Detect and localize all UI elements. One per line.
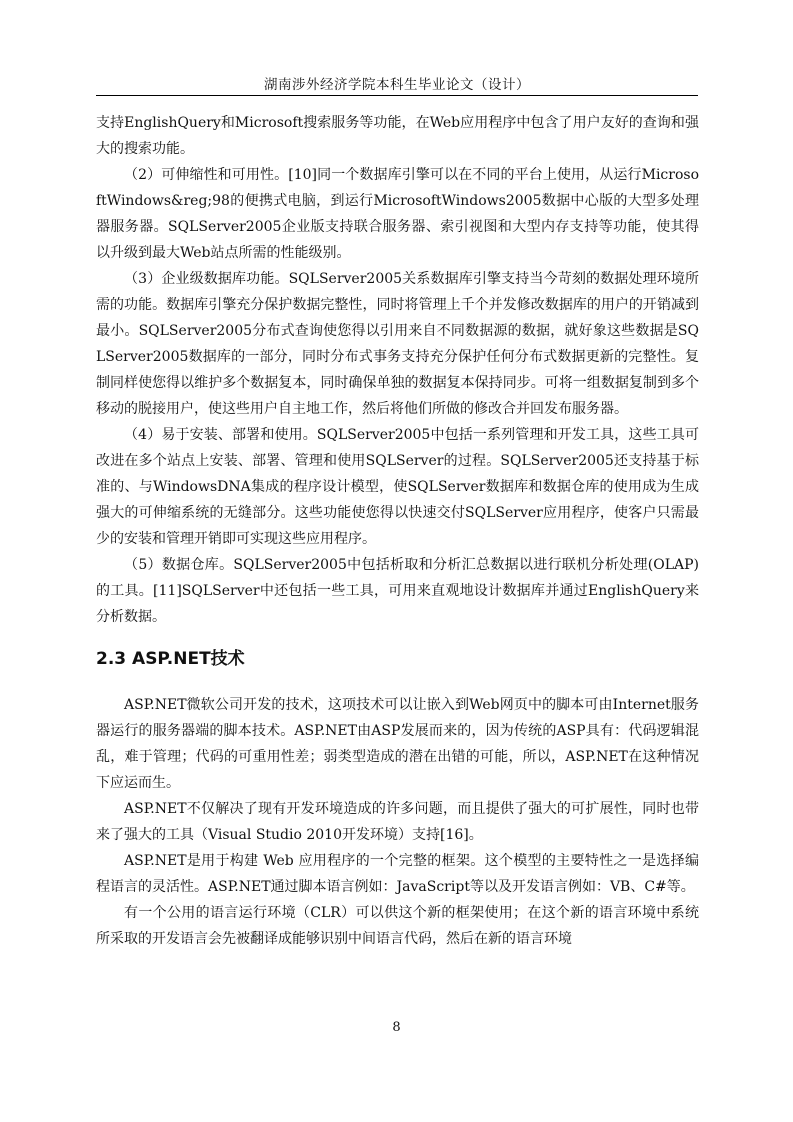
paragraph: （2）可伸缩性和可用性。[10]同一个数据库引擎可以在不同的平台上使用，从运行MicrosoftWindows&reg;98的便携式电脑，到运行MicrosoftWindows2005数据中心版的大型多处理器服务器。SQLServer2005企业版支持联合服务器、索引视图和大型内存支持等功能，使其得以升级到最大Web站点所需的性能级别。: [96, 167, 699, 261]
paragraph: （4）易于安装、部署和使用。SQLServer2005中包括一系列管理和开发工具，这些工具可改进在多个站点上安装、部署、管理和使用SQLServer的过程。SQLServer2005还支持基于标准的、与WindowsDNA集成的程序设计模型，使SQLServer数据库和数据仓库的使用成为生成强大的可伸缩系统的无缝部分。这些功能使您得以快速交付SQLServer应用程序，使客户只需最少的安装和管理开销即可实现这些应用程序。: [96, 427, 699, 547]
page-number: 8: [392, 1020, 401, 1035]
paragraph: ASP.NET微软公司开发的技术，这项技术可以让嵌入到Web网页中的脚本可由Internet服务器运行的服务器端的脚本技术。ASP.NET由ASP发展而来的，因为传统的ASP具有：代码逻辑混乱，难于管理；代码的可重用性差；弱类型造成的潜在出错的可能，所以，ASP.NET在这种情况下应运而生。: [96, 697, 699, 791]
document-body: [96, 110, 699, 952]
paragraph: 支持EnglishQuery和Microsoft搜索服务等功能，在Web应用程序中包含了用户友好的查询和强大的搜索功能。: [96, 115, 699, 157]
paragraph: （3）企业级数据库功能。SQLServer2005关系数据库引擎支持当今苛刻的数据处理环境所需的功能。数据库引擎充分保护数据完整性，同时将管理上千个并发修改数据库的用户的开销减到最小。SQLServer2005分布式查询使您得以引用来自不同数据源的数据，就好象这些数据是SQLServer2005数据库的一部分，同时分布式事务支持充分保护任何分布式数据更新的完整性。复制同样使您得以维护多个数据复本，同时确保单独的数据复本保持同步。可将一组数据复制到多个移动的脱接用户，使这些用户自主地工作，然后将他们所做的修改合并回发布服务器。: [96, 271, 699, 417]
page-header: 湖南涉外经济学院本科生毕业论文（设计）: [264, 77, 530, 93]
paragraph: ASP.NET不仅解决了现有开发环境造成的许多问题，而且提供了强大的可扩展性，同时也带来了强大的工具（Visual Studio 2010开发环境）支持[16]。: [96, 801, 699, 843]
paragraph: 有一个公用的语言运行环境（CLR）可以供这个新的框架使用；在这个新的语言环境中系统所采取的开发语言会先被翻译成能够识别中间语言代码，然后在新的语言环境: [96, 905, 699, 947]
section-heading: 2.3 ASP.NET技术: [96, 649, 245, 669]
paragraph: （5）数据仓库。SQLServer2005中包括析取和分析汇总数据以进行联机分析处理(OLAP)的工具。[11]SQLServer中还包括一些工具，可用来直观地设计数据库并通过EnglishQuery来分析数据。: [96, 557, 699, 625]
paragraph: ASP.NET是用于构建 Web 应用程序的一个完整的框架。这个模型的主要特性之一是选择编程语言的灵活性。ASP.NET通过脚本语言例如：JavaScript等以及开发语言例如：VB、C#等。: [96, 853, 699, 895]
header-rule: [96, 95, 698, 96]
